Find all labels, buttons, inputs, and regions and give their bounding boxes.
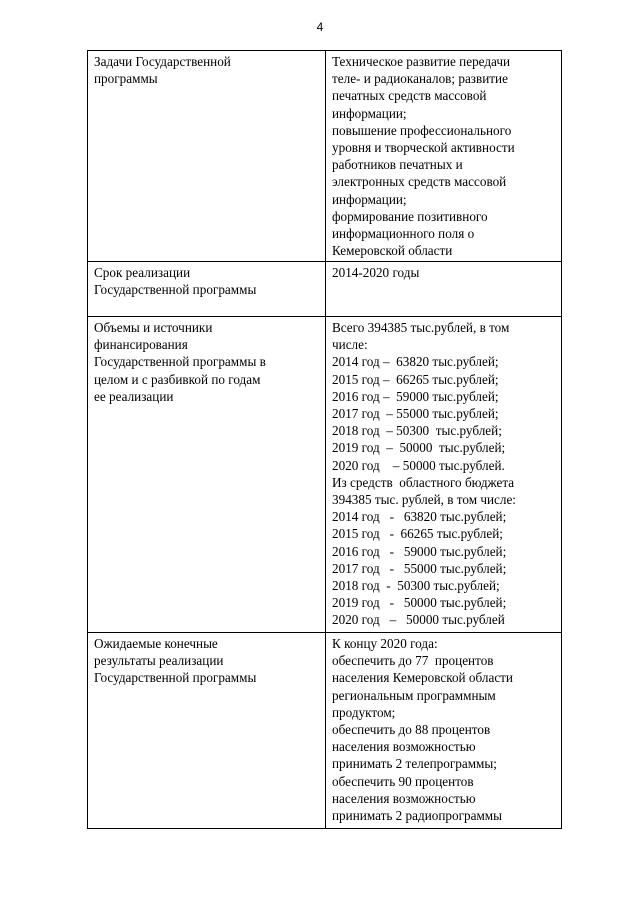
cell-goals-value (326, 51, 562, 262)
cell-results-label (88, 633, 326, 829)
value-line: Всего 394385 тыс.рублей, в том (332, 320, 510, 335)
value-line: повышение профессионального (332, 122, 512, 138)
label-line: Объемы и источники (94, 320, 213, 335)
label-line: Ожидаемые конечные (94, 636, 218, 651)
value-line: принимать 2 радиопрограммы (332, 808, 503, 824)
value-line: формирование позитивного (332, 208, 488, 224)
value-line: уровня и творческой активности (332, 140, 515, 156)
label-line: Государственной программы в (94, 354, 266, 370)
label-line: Государственной программы (94, 670, 257, 686)
value-line: 2014 год - 63820 тыс.рублей; (332, 509, 507, 525)
value-line: 2019 год - 50000 тыс.рублей; (332, 595, 507, 611)
cell-goals-label (88, 51, 326, 262)
value-line: обеспечить 90 процентов (332, 773, 474, 789)
value-line: электронных средств массовой (332, 174, 507, 190)
value-line: обеспечить до 88 процентов (332, 722, 491, 738)
value-line: 394385 тыс. рублей, в том числе: (332, 492, 516, 508)
value-line: 2016 год - 59000 тыс.рублей; (332, 543, 507, 559)
value-line: населения возможностью (332, 790, 476, 806)
label-line: Задачи Государственной (94, 54, 231, 69)
value-line: 2018 год – 50300 тыс.рублей; (332, 423, 502, 439)
value-line: информационного поля о (332, 226, 475, 242)
label-line: Государственной программы (94, 282, 257, 298)
value-line: обеспечить до 77 процентов (332, 653, 494, 669)
label-line: Срок реализации (94, 265, 191, 280)
label-line: целом и с разбивкой по годам (94, 371, 261, 387)
value-line: К концу 2020 года: (332, 636, 438, 651)
cell-results-value (326, 633, 562, 829)
page-number: 4 (316, 20, 324, 34)
value-line: населения возможностью (332, 739, 476, 755)
value-line: 2018 год - 50300 тыс.рублей; (332, 578, 500, 594)
value-line: печатных средств массовой (332, 88, 487, 104)
value-line: Из средств областного бюджета (332, 474, 515, 490)
value-line: работников печатных и (332, 157, 463, 173)
value-line: Кемеровской области (332, 243, 453, 259)
program-passport-table (87, 50, 562, 829)
table-row-term (88, 262, 562, 317)
value-line: 2014 год – 63820 тыс.рублей; (332, 354, 499, 370)
value-line: 2016 год – 59000 тыс.рублей; (332, 388, 499, 404)
table-row-financing (88, 317, 562, 633)
label-line: результаты реализации (94, 653, 224, 669)
value-line: информации; (332, 191, 407, 207)
value-line: населения Кемеровской области (332, 670, 513, 686)
value-line: региональным программным (332, 687, 496, 703)
value-line: 2020 год – 50000 тыс.рублей (332, 612, 505, 628)
value-line: 2015 год – 66265 тыс.рублей; (332, 371, 499, 387)
label-line: ее реализации (94, 388, 174, 404)
value-line: 2019 год – 50000 тыс.рублей; (332, 440, 506, 456)
value-line: Техническое развитие передачи (332, 54, 511, 69)
table-row-results (88, 633, 562, 829)
value-line: 2017 год - 55000 тыс.рублей; (332, 560, 507, 576)
cell-term-value (326, 262, 562, 317)
value-line: 2020 год – 50000 тыс.рублей. (332, 457, 505, 473)
value-line: информации; (332, 105, 407, 121)
value-line: числе: (332, 337, 368, 353)
label-line: финансирования (94, 337, 188, 353)
value-line: 2014-2020 годы (332, 265, 420, 280)
value-line: 2015 год - 66265 тыс.рублей; (332, 526, 503, 542)
value-line: продуктом; (332, 704, 396, 720)
cell-term-label (88, 262, 326, 317)
value-line: теле- и радиоканалов; развитие (332, 71, 508, 87)
table-row-goals (88, 51, 562, 262)
value-line: 2017 год – 55000 тыс.рублей; (332, 406, 499, 422)
value-line: принимать 2 телепрограммы; (332, 756, 497, 772)
cell-financing-value (326, 317, 562, 633)
label-line: программы (94, 71, 158, 87)
cell-financing-label (88, 317, 326, 633)
